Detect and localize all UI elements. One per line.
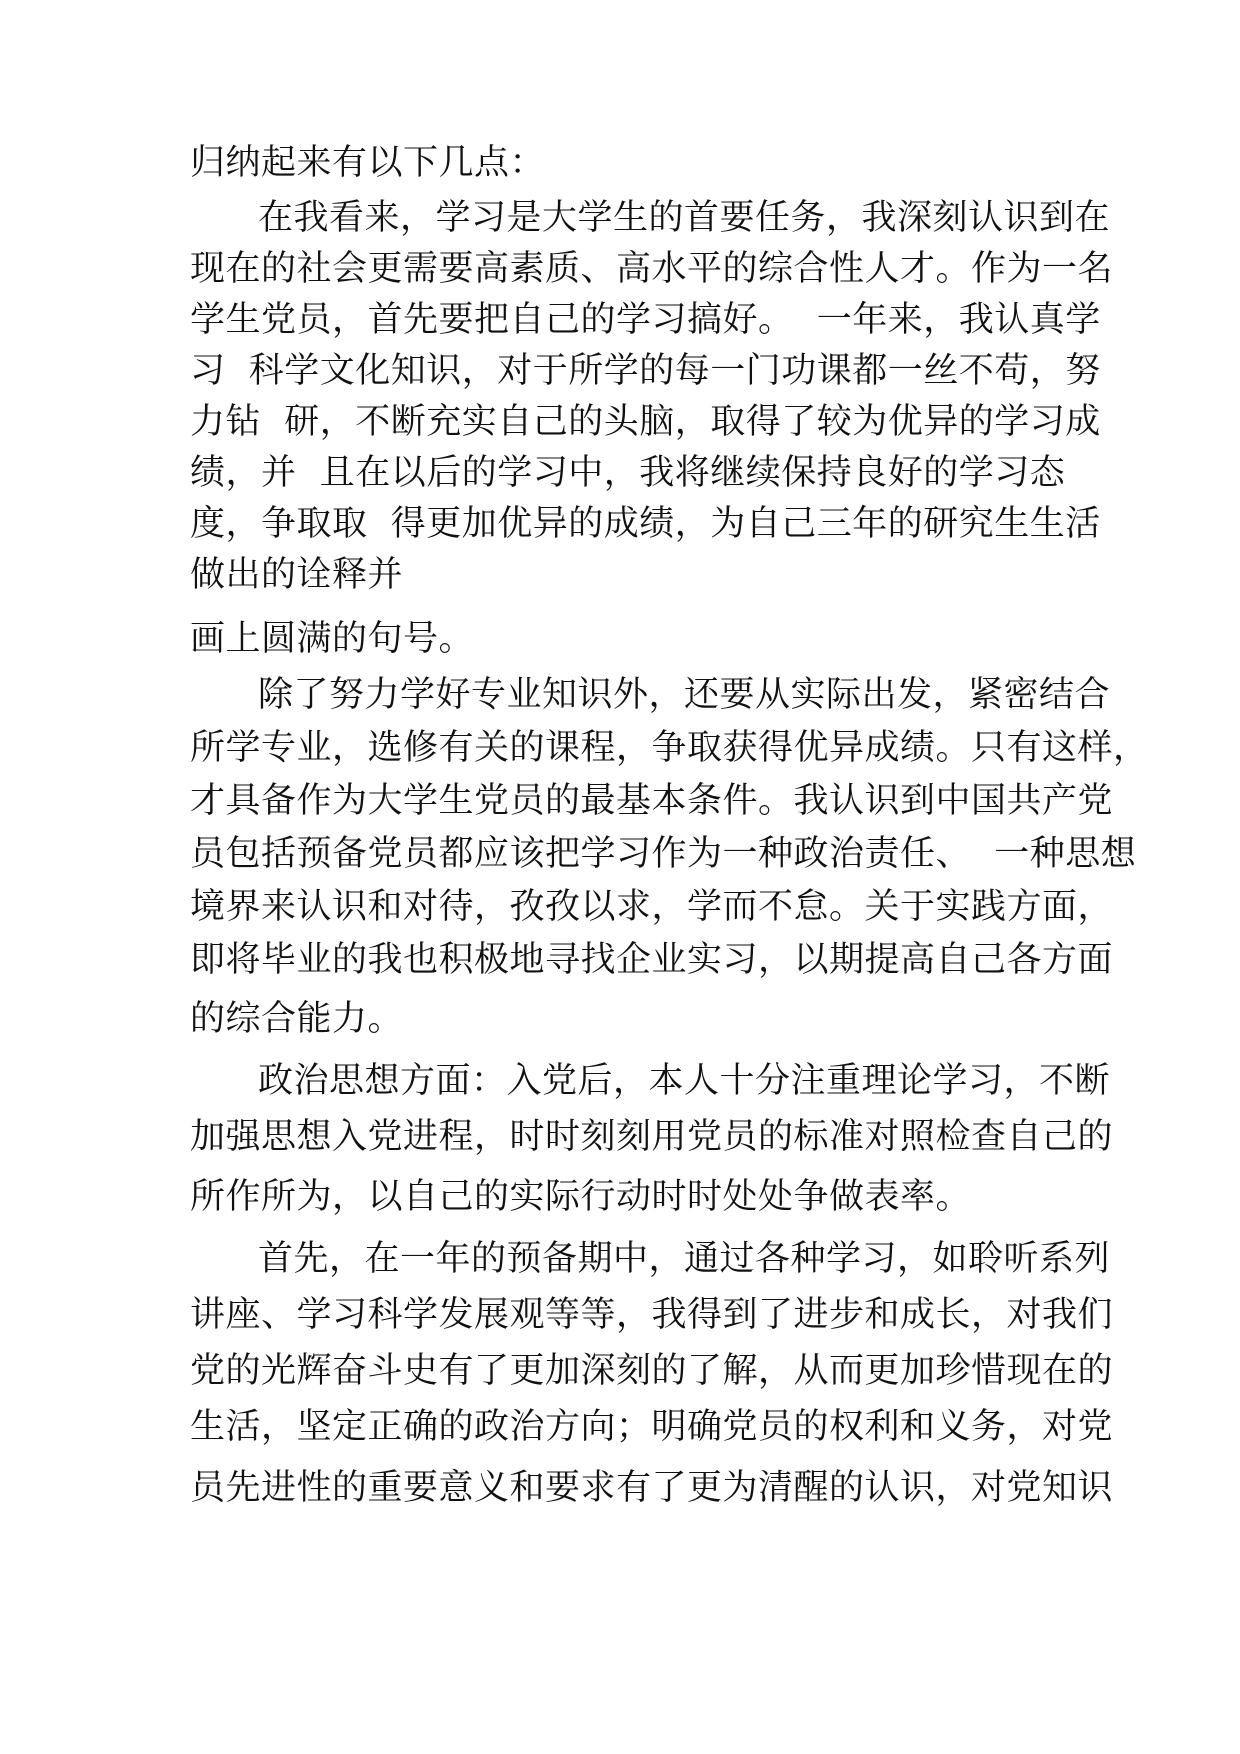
text-line: 加强思想入党进程，时时刻刻用党员的标准对照检查自己的: [190, 1117, 1114, 1157]
text-line: 即将毕业的我也积极地寻找企业实习，以期提高自己各方面: [190, 940, 1114, 980]
text-line: 所作所为，以自己的实际行动时时处处争做表率。: [190, 1177, 972, 1217]
paragraph-4-line-1: 首先，在一年的预备期中，通过各种学习，如聆听系列: [258, 1239, 1111, 1279]
text-line: 员先进性的重要意义和要求有了更为清醒的认识，对党知识: [190, 1468, 1114, 1508]
text-line: 所学专业，选修有关的课程，争取获得优异成绩。只有这样，: [190, 728, 1149, 768]
text-line: 生活，坚定正确的政治方向；明确党员的权利和义务，对党: [190, 1407, 1114, 1447]
text-line: 学生党员，首先要把自己的学习搞好。 一年来，我认真学: [190, 300, 1101, 340]
text-line: 才具备作为大学生党员的最基本条件。我认识到中国共产党: [190, 781, 1114, 821]
text-line: 党的光辉奋斗史有了更加深刻的了解，从而更加珍惜现在的: [190, 1351, 1114, 1391]
paragraph-1-line-1: 在我看来，学习是大学生的首要任务，我深刻认识到在: [258, 198, 1111, 238]
text-line: 力钻 研，不断充实自己的头脑，取得了较为优异的学习成: [190, 402, 1101, 442]
text-line: 度，争取取 得更加优异的成绩，为自己三年的研究生生活: [190, 504, 1101, 544]
paragraph-3-line-1: 政治思想方面：入党后，本人十分注重理论学习，不断: [258, 1061, 1111, 1101]
text-line: 的综合能力。: [190, 999, 404, 1039]
text-line: 境界来认识和对待，孜孜以求，学而不怠。关于实践方面，: [190, 887, 1114, 927]
text-line: 做出的诠释并: [190, 555, 404, 595]
text-line: 讲座、学习科学发展观等等，我得到了进步和成长，对我们: [190, 1295, 1114, 1335]
paragraph-2-line-1: 除了努力学好专业知识外，还要从实际出发，紧密结合: [258, 675, 1111, 715]
text-line: 习 科学文化知识，对于所学的每一门功课都一丝不苟，努: [190, 351, 1101, 391]
text-line: 绩，并 且在以后的学习中，我将继续保持良好的学习态: [190, 453, 1066, 493]
text-line: 员包括预备党员都应该把学习作为一种政治责任、 一种思想: [190, 834, 1137, 874]
text-line: 现在的社会更需要高素质、高水平的综合性人才。作为一名: [190, 249, 1114, 289]
text-line: 画上圆满的句号。: [190, 619, 475, 659]
text-line: 归纳起来有以下几点：: [190, 143, 546, 183]
